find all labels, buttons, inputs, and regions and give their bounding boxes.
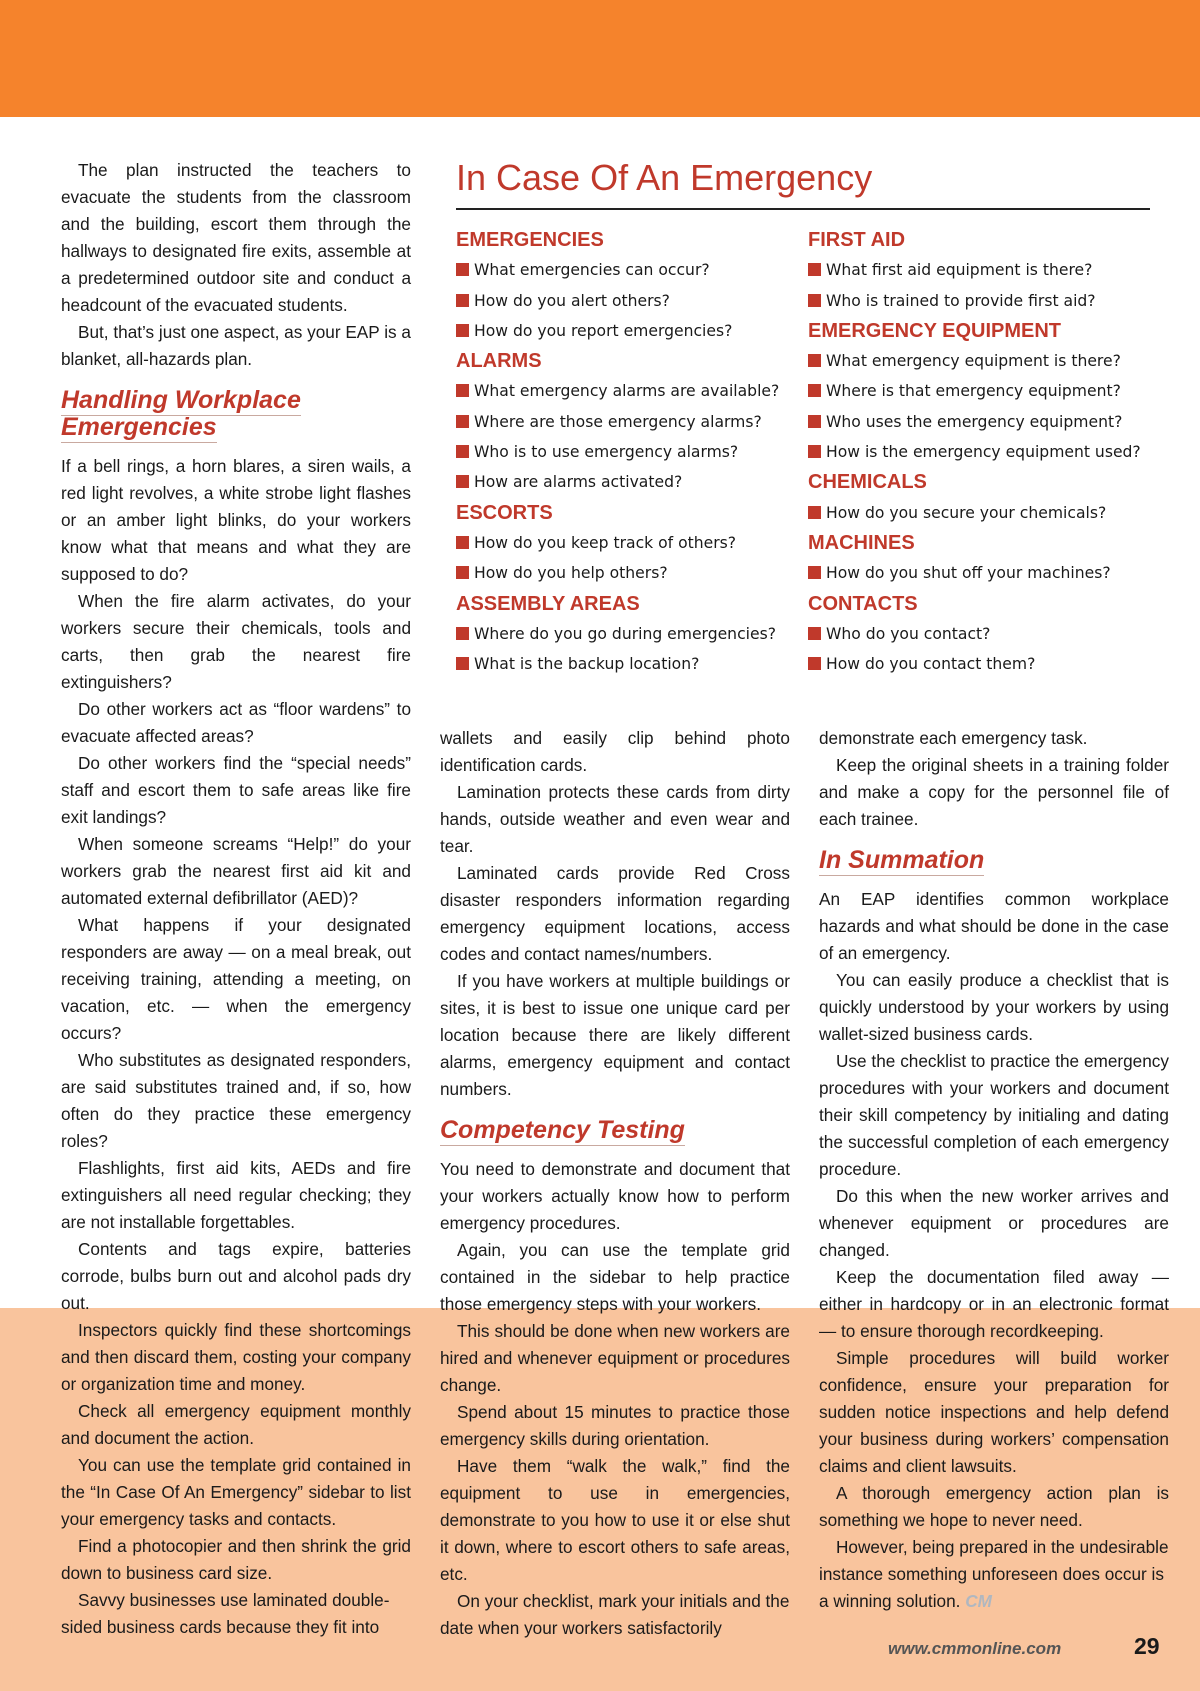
sidebar-question-text: How is the emergency equipment used? — [826, 443, 1141, 462]
square-bullet-icon — [808, 415, 821, 428]
sidebar-question-text: Where are those emergency alarms? — [474, 412, 762, 431]
col3-paragraph: An EAP identifies common workplace hazards and what should be done in the case of an emergency. — [819, 889, 1169, 963]
square-bullet-icon — [808, 657, 821, 670]
col1-paragraph: The plan instructed the teachers to evacuate the students from the classroom and the building, escort them through the hallways to designated fire exits, assemble at a predetermined outdoor site and conduct a headcount of the evacuated students. — [61, 160, 411, 315]
page-number: 29 — [1134, 1633, 1160, 1659]
col1-paragraph: Who substitutes as designated responders, are said substitutes trained and, if so, how often do they practice these emergency roles? — [61, 1050, 411, 1151]
col1-paragraph: Inspectors quickly find these shortcomings and then discard them, costing your company or organization time and money. — [61, 1320, 411, 1394]
sidebar-question — [456, 467, 806, 497]
sidebar-question — [808, 407, 1158, 437]
square-bullet-icon — [456, 475, 469, 488]
subhead-competency-testing: Competency Testing — [440, 1116, 685, 1144]
col3-paragraph: Keep the original sheets in a training folder and make a copy for the personnel file of each trainee. — [819, 755, 1169, 829]
sidebar-category-heading: EMERGENCIES — [456, 229, 604, 251]
sidebar-category-heading: ASSEMBLY AREAS — [456, 592, 640, 615]
sidebar-question-text: Who is to use emergency alarms? — [474, 443, 739, 462]
col1-paragraph: Savvy businesses use laminated double-sided business cards because they fit into — [61, 1590, 390, 1637]
col3-paragraph: However, being prepared in the undesirable instance something unforeseen does occur is a winning solution. CM — [819, 1537, 1169, 1611]
square-bullet-icon — [456, 324, 469, 337]
sidebar-category-heading: CHEMICALS — [808, 471, 927, 494]
sidebar-question-text: How do you contact them? — [826, 655, 1036, 674]
top-orange-band — [0, 0, 1200, 117]
square-bullet-icon — [808, 506, 821, 519]
square-bullet-icon — [808, 566, 821, 579]
sidebar-category-heading: EMERGENCY EQUIPMENT — [808, 319, 1061, 342]
sidebar-category-heading: FIRST AID — [808, 229, 906, 251]
square-bullet-icon — [808, 627, 821, 640]
sidebar-question-text: How do you report emergencies? — [474, 321, 733, 340]
sidebar-question — [456, 437, 806, 467]
col1-paragraph: What happens if your designated responders are away — on a meal break, out receiving training, attending a meeting, on vacation, etc. — when the emergency occurs? — [61, 915, 411, 1043]
sidebar-question — [808, 255, 1158, 285]
sidebar-question-text: How do you secure your chemicals? — [826, 503, 1107, 522]
square-bullet-icon — [456, 536, 469, 549]
subhead-in-summation: In Summation — [819, 846, 985, 874]
emergency-sidebar — [456, 150, 1150, 674]
square-bullet-icon — [808, 354, 821, 367]
sidebar-question-text: Who is trained to provide first aid? — [826, 291, 1096, 310]
sidebar-question — [456, 286, 806, 316]
sidebar-question — [456, 528, 806, 558]
column-3 — [819, 725, 1169, 1615]
col1-paragraph: If a bell rings, a horn blares, a siren wails, a red light revolves, a white strobe light flashes or an amber light blinks, do your workers know what that means and what they are supposed to do? — [61, 456, 411, 584]
sidebar-question-text: What is the backup location? — [474, 655, 700, 674]
col2-paragraph: Have them “walk the walk,” find the equipment to use in emergencies, demonstrate to you how to use it or else shut it down, where to escort others to safe areas, etc. — [440, 1456, 790, 1584]
col2-paragraph: Spend about 15 minutes to practice those emergency skills during orientation. — [440, 1402, 790, 1449]
sidebar-question — [456, 316, 806, 346]
col1-paragraph: Do other workers act as “floor wardens” to evacuate affected areas? — [61, 699, 411, 746]
square-bullet-icon — [456, 294, 469, 307]
square-bullet-icon — [456, 566, 469, 579]
col2-paragraph: Again, you can use the template grid contained in the sidebar to help practice those emergency steps with your workers. — [440, 1240, 790, 1314]
end-mark: CM — [965, 1591, 992, 1611]
footer-url[interactable]: www.cmmonline.com — [888, 1639, 1062, 1658]
col2-paragraph: wallets and easily clip behind photo identification cards. — [440, 728, 790, 775]
sidebar-category-heading: ALARMS — [456, 350, 542, 373]
col3-paragraph: A thorough emergency action plan is something we hope to never need. — [819, 1483, 1169, 1530]
sidebar-question — [808, 437, 1158, 467]
col3-paragraph: Simple procedures will build worker confidence, ensure your preparation for sudden notice inspections and help defend your business during workers’ compensation claims and client lawsuits. — [819, 1348, 1169, 1476]
sidebar-question-text: What first aid equipment is there? — [826, 261, 1093, 280]
square-bullet-icon — [456, 263, 469, 276]
square-bullet-icon — [808, 384, 821, 397]
sidebar-category-heading: MACHINES — [808, 531, 915, 554]
col2-paragraph: If you have workers at multiple buildings or sites, it is best to issue one unique card per location because there are likely different alarms, emergency equipment and contact numbers. — [440, 971, 790, 1099]
sidebar-divider — [456, 208, 1150, 210]
col1-paragraph: Do other workers find the “special needs” staff and escort them to safe areas like fire exit landings? — [61, 753, 411, 827]
sidebar-question-text: How do you shut off your machines? — [826, 564, 1111, 583]
sidebar-title: In Case Of An Emergency — [456, 157, 873, 198]
sidebar-category-heading: CONTACTS — [808, 592, 918, 615]
square-bullet-icon — [456, 627, 469, 640]
square-bullet-icon — [808, 445, 821, 458]
col1-paragraph: You can use the template grid contained in the “In Case Of An Emergency” sidebar to list your emergency tasks and contacts. — [61, 1455, 411, 1529]
col2-paragraph: This should be done when new workers are hired and whenever equipment or procedures change. — [440, 1321, 790, 1395]
sidebar-question-text: How do you alert others? — [474, 291, 670, 310]
col2-paragraph: You need to demonstrate and document that your workers actually know how to perform emergency procedures. — [440, 1159, 790, 1233]
sidebar-question — [456, 255, 806, 285]
subhead-handling-workplace-emergencies: Handling Workplace Emergencies — [61, 386, 301, 441]
col3-paragraph: demonstrate each emergency task. — [819, 728, 1088, 748]
sidebar-right-column — [808, 225, 1158, 679]
sidebar-question — [456, 619, 806, 649]
col2-paragraph: Lamination protects these cards from dirty hands, outside weather and even wear and tear. — [440, 782, 790, 856]
square-bullet-icon — [456, 384, 469, 397]
sidebar-question-text: Who do you contact? — [826, 624, 991, 643]
sidebar-question — [808, 376, 1158, 406]
sidebar-question — [808, 649, 1158, 679]
sidebar-question-text: How do you keep track of others? — [474, 533, 737, 552]
sidebar-question-text: What emergency alarms are available? — [474, 382, 780, 401]
col1-paragraph: When someone screams “Help!” do your workers grab the nearest first aid kit and automated external defibrillator (AED)? — [61, 834, 411, 908]
square-bullet-icon — [456, 445, 469, 458]
col1-paragraph: Find a photocopier and then shrink the grid down to business card size. — [61, 1536, 411, 1583]
sidebar-question-text: How are alarms activated? — [474, 473, 683, 492]
column-1 — [61, 157, 411, 1641]
sidebar-question — [808, 498, 1158, 528]
sidebar-question — [808, 558, 1158, 588]
col3-paragraph: You can easily produce a checklist that is quickly understood by your workers by using wallet-sized business cards. — [819, 970, 1169, 1044]
col3-paragraph: Keep the documentation filed away — either in hardcopy or in an electronic format — to ensure thorough recordkeeping. — [819, 1267, 1169, 1341]
sidebar-question-text: Where do you go during emergencies? — [474, 624, 776, 643]
square-bullet-icon — [808, 263, 821, 276]
sidebar-question — [808, 286, 1158, 316]
sidebar-category-heading: ESCORTS — [456, 501, 553, 524]
column-2 — [440, 725, 790, 1642]
col3-paragraph: Use the checklist to practice the emergency procedures with your workers and document their skill competency by initialing and dating the successful completion of each emergency procedure. — [819, 1051, 1169, 1179]
col1-paragraph: But, that’s just one aspect, as your EAP is a blanket, all-hazards plan. — [61, 322, 411, 369]
sidebar-question — [456, 558, 806, 588]
sidebar-question-text: Where is that emergency equipment? — [826, 382, 1121, 401]
sidebar-question — [808, 346, 1158, 376]
col2-paragraph: Laminated cards provide Red Cross disaster responders information regarding emergency equipment locations, access codes and contact names/numbers. — [440, 863, 790, 964]
sidebar-question-text: How do you help others? — [474, 564, 668, 583]
square-bullet-icon — [808, 294, 821, 307]
col1-paragraph: Flashlights, first aid kits, AEDs and fire extinguishers all need regular checking; they are not installable forgettables. — [61, 1158, 411, 1232]
square-bullet-icon — [456, 415, 469, 428]
sidebar-question — [808, 619, 1158, 649]
col1-paragraph: When the fire alarm activates, do your workers secure their chemicals, tools and carts, then grab the nearest fire extinguishers? — [61, 591, 411, 692]
sidebar-question — [456, 376, 806, 406]
sidebar-question-text: What emergency equipment is there? — [826, 352, 1121, 371]
col3-paragraph: Do this when the new worker arrives and whenever equipment or procedures are changed. — [819, 1186, 1169, 1260]
sidebar-question — [456, 649, 806, 679]
square-bullet-icon — [456, 657, 469, 670]
col1-paragraph: Contents and tags expire, batteries corrode, bulbs burn out and alcohol pads dry out. — [61, 1239, 411, 1313]
col2-paragraph: On your checklist, mark your initials and the date when your workers satisfactorily — [440, 1591, 790, 1638]
sidebar-left-column — [456, 225, 806, 679]
sidebar-question-text: What emergencies can occur? — [474, 261, 710, 280]
col1-paragraph: Check all emergency equipment monthly and document the action. — [61, 1401, 411, 1448]
sidebar-question-text: Who uses the emergency equipment? — [826, 412, 1123, 431]
sidebar-question — [456, 407, 806, 437]
